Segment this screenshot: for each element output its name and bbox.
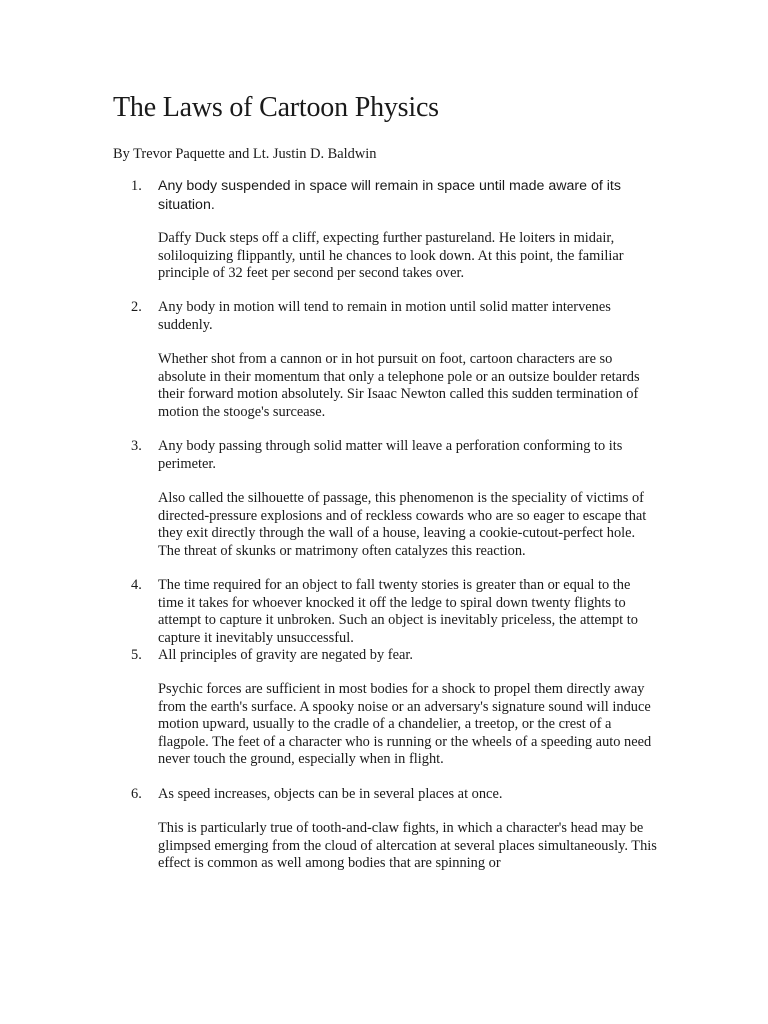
law-heading: All principles of gravity are negated by fear. [158,647,413,663]
law-number: 6. [131,786,142,802]
law-heading: Any body passing through solid matter will leave a perforation conforming to its perimeter. [158,438,623,472]
law-description: Psychic forces are sufficient in most bodies for a shock to propel them directly away from the earth's surface. A spooky noise or an adversary's signature sound will induce motion upward, usually to the cradle of a chandelier, a treetop, or the crest of a flagpole. The feet of a character who is running or the wheels of a speeding auto need never touch the ground, especially when in flight. [158,681,652,767]
law-description: Whether shot from a cannon or in hot pursuit on foot, cartoon characters are so absolute in their momentum that only a telephone pole or an outsize boulder retards their forward motion absolutely. Sir Isaac Newton called this sudden termination of motion the stooge's surcease. [158,351,640,420]
law-number: 2. [131,299,142,315]
law-description: Daffy Duck steps off a cliff, expecting further pastureland. He loiters in midair, soliloquizing flippantly, until he chances to look down. At this point, the familiar principle of 32 feet per second per second takes over. [158,230,624,281]
law-number: 4. [131,577,142,593]
law-description: This is particularly true of tooth-and-claw fights, in which a character's head may be glimpsed emerging from the cloud of altercation at several places simultaneously. This effect is common as well among bodies that are spinning or [158,820,657,871]
law-number: 3. [131,438,142,454]
law-heading: As speed increases, objects can be in several places at once. [158,786,503,802]
law-number: 5. [131,647,142,663]
law-heading: Any body suspended in space will remain in space until made aware of its situation. [158,178,621,213]
law-number: 1. [131,178,142,194]
byline: By Trevor Paquette and Lt. Justin D. Baldwin [113,146,377,162]
law-description: Also called the silhouette of passage, this phenomenon is the speciality of victims of directed-pressure explosions and of reckless cowards who are so eager to escape that they exit directly through the wall of a house, leaving a cookie-cutout-perfect hole. The threat of skunks or matrimony often catalyzes this reaction. [158,490,647,559]
law-heading: The time required for an object to fall twenty stories is greater than or equal to the time it takes for whoever knocked it off the ledge to spiral down twenty flights to attempt to capture it unbroken. Such an object is inevitably priceless, the attempt to capture it inevitably unsuccessful. [158,577,638,646]
law-heading: Any body in motion will tend to remain in motion until solid matter intervenes suddenly. [158,299,611,333]
document-title: The Laws of Cartoon Physics [113,92,439,123]
